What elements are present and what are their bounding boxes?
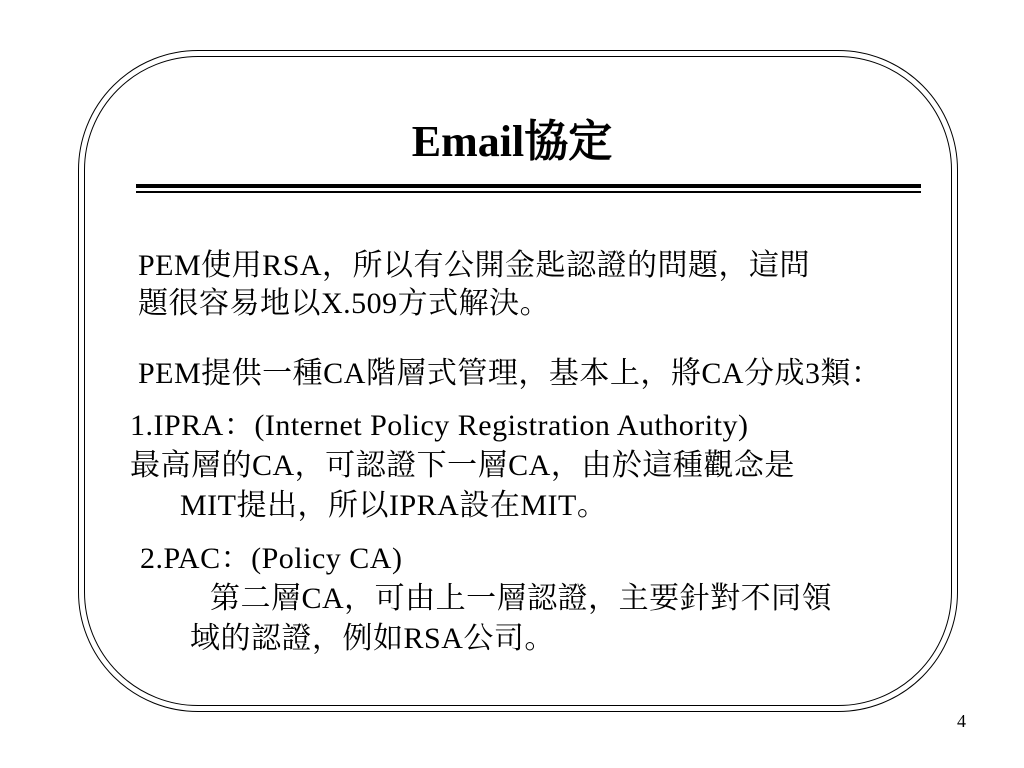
pac-desc-line-2: 域的認證，例如RSA公司。 <box>190 622 555 655</box>
ipra-desc-line-2: MIT提出，所以IPRA設在MIT。 <box>180 489 608 522</box>
pem-rsa-line-1: PEM使用RSA，所以有公開金匙認證的問題，這問 <box>138 249 811 282</box>
pac-heading: 2.PAC：(Policy CA) <box>140 542 403 575</box>
pem-rsa-line-2: 題很容易地以X.509方式解決。 <box>138 287 551 320</box>
ipra-heading: 1.IPRA：(Internet Policy Registration Authority) <box>130 409 749 442</box>
page-number: 4 <box>957 711 966 731</box>
pem-ca-intro: PEM提供一種CA階層式管理，基本上，將CA分成3類： <box>138 357 882 390</box>
slide-title: Email協定 <box>411 117 613 166</box>
ipra-desc-line-1: 最高層的CA，可認證下一層CA，由於這種觀念是 <box>130 449 795 482</box>
title-underline-thin <box>136 191 921 193</box>
title-underline-thick <box>136 184 921 188</box>
pac-desc-line-1: 第二層CA，可由上一層認證，主要針對不同領 <box>210 582 833 615</box>
